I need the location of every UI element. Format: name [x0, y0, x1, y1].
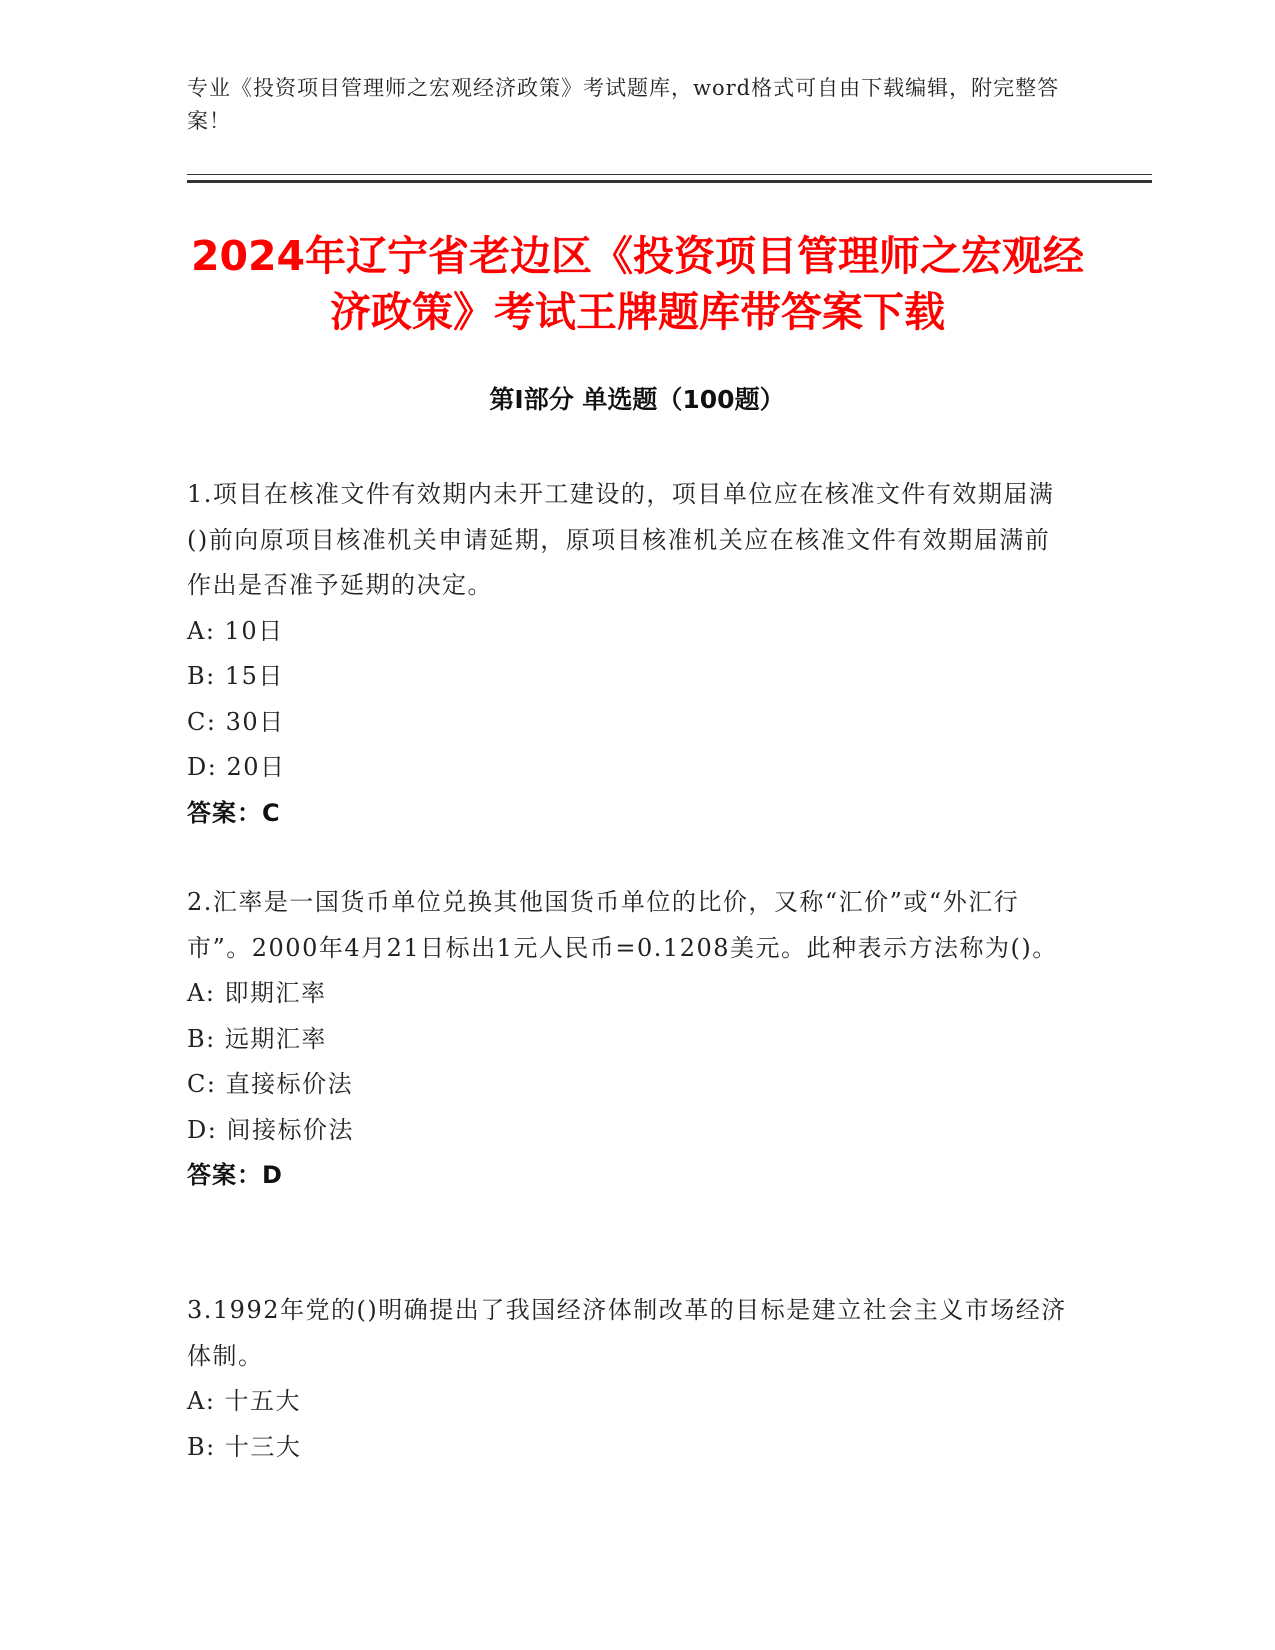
document-title: 2024年辽宁省老边区《投资项目管理师之宏观经济政策》考试王牌题库带答案下载: [190, 232, 1085, 336]
answer: 答案：D: [187, 1161, 283, 1189]
option-c: C: 直接标价法: [187, 1070, 354, 1098]
answer: 答案：C: [187, 798, 281, 827]
question-text: 1.项目在核准文件有效期内未开工建设的，项目单位应在核准文件有效期届满()前向原项目核准机关申请延期，原项目核准机关应在核准文件有效期届满前作出是否准予延期的决定。: [187, 480, 1055, 599]
question-1: [187, 472, 1067, 836]
question-text: 2.汇率是一国货币单位兑换其他国货币单位的比价，又称“汇价”或“外汇行市”。2000年4月21日标出1元人民币=0.1208美元。此种表示方法称为()。: [187, 888, 1058, 962]
option-a: A: 即期汇率: [187, 979, 327, 1007]
option-b: B: 远期汇率: [187, 1024, 327, 1053]
question-text: 3.1992年党的()明确提出了我国经济体制改革的目标是建立社会主义市场经济体制。: [187, 1296, 1067, 1370]
header-note: 专业《投资项目管理师之宏观经济政策》考试题库，word格式可自由下载编辑，附完整答案！: [187, 76, 1060, 133]
option-a: A: 十五大: [187, 1387, 302, 1415]
option-d: D: 20日: [187, 753, 286, 781]
option-b: B: 15日: [187, 662, 284, 690]
header-divider-thin: [187, 174, 1152, 175]
option-d: D: 间接标价法: [187, 1115, 354, 1144]
option-c: C: 30日: [187, 707, 285, 736]
option-b: B: 十三大: [187, 1432, 302, 1461]
question-3: [187, 1288, 1067, 1470]
section-title: 第I部分 单选题（100题）: [489, 385, 785, 414]
option-a: A: 10日: [187, 616, 284, 645]
question-2: [187, 880, 1067, 1199]
header-divider-thick: [187, 180, 1152, 183]
